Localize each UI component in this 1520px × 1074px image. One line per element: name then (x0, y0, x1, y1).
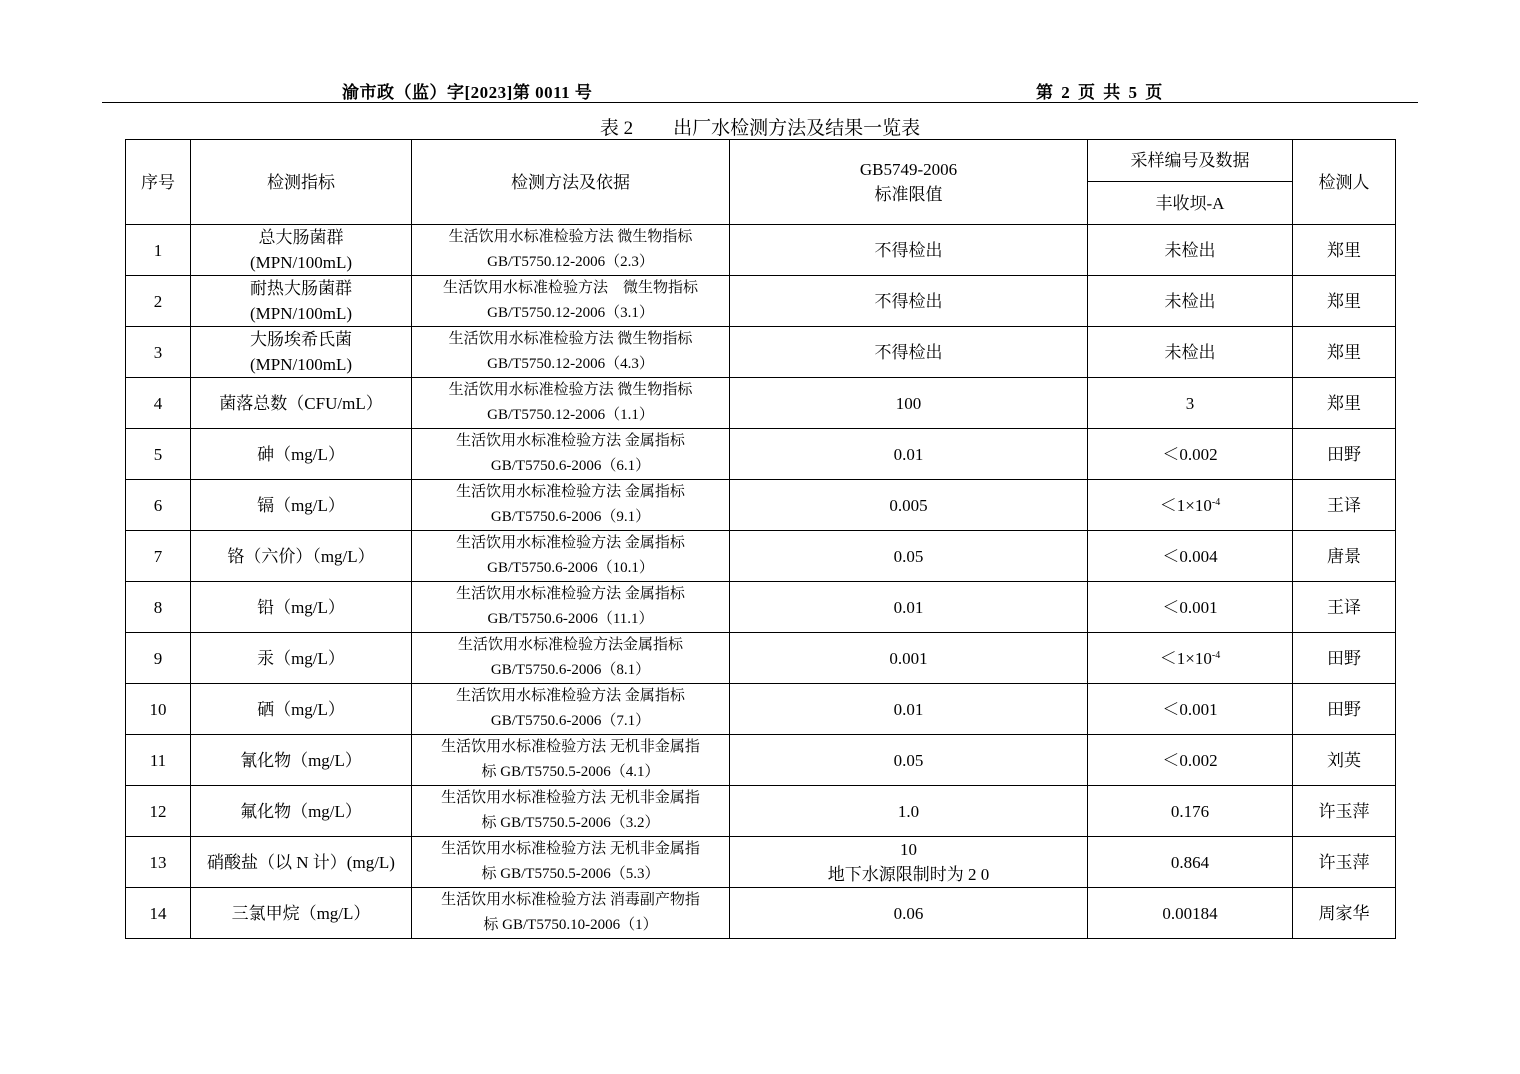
table-row (126, 735, 1396, 786)
row-inspector: 许玉萍 (1293, 837, 1396, 888)
row-limit (730, 480, 1088, 531)
limit-value: 不得检出 (874, 291, 943, 311)
indicator-unit: (MPN/100mL) (250, 355, 352, 374)
row-indicator (191, 888, 412, 939)
result-value: 未检出 (1164, 240, 1216, 260)
method-line1: 生活饮用水标准检验方法 金属指标 (456, 688, 685, 704)
method-line2: GB/T5750.6-2006（11.1） (487, 611, 654, 627)
table-row (126, 276, 1396, 327)
result-value: 0.864 (1170, 852, 1210, 872)
method-line2: GB/T5750.6-2006（9.1） (490, 509, 651, 525)
row-result (1088, 786, 1293, 837)
result-value: ＜1×10 (1159, 495, 1212, 515)
limit-value: 100 (895, 393, 922, 413)
row-indicator (191, 429, 412, 480)
row-result (1088, 633, 1293, 684)
row-inspector: 田野 (1293, 633, 1396, 684)
header-sample-site: 丰收坝-A (1088, 182, 1293, 225)
method-line2: GB/T5750.12-2006（1.1） (487, 407, 654, 423)
row-index: 7 (126, 531, 191, 582)
limit-value: 0.001 (889, 648, 928, 668)
row-limit (730, 276, 1088, 327)
row-limit (730, 378, 1088, 429)
row-method (412, 225, 730, 276)
method-line2: GB/T5750.6-2006（7.1） (490, 713, 651, 729)
header-inspector: 检测人 (1293, 140, 1396, 225)
result-value: ＜0.002 (1162, 750, 1218, 770)
result-exponent: -4 (1211, 649, 1221, 661)
row-limit (730, 837, 1088, 888)
method-line1: 生活饮用水标准检验方法 微生物指标 (448, 382, 693, 398)
indicator-name: 总大肠菌群 (258, 228, 344, 247)
result-value: ＜0.002 (1162, 444, 1218, 464)
row-limit (730, 735, 1088, 786)
row-result (1088, 225, 1293, 276)
limit-value: 1.0 (897, 801, 920, 821)
row-indicator (191, 225, 412, 276)
limit-value: 0.01 (893, 444, 924, 464)
indicator-name: 大肠埃希氏菌 (250, 330, 352, 349)
row-indicator (191, 327, 412, 378)
method-line1: 生活饮用水标准检验方法 微生物指标 (448, 331, 693, 347)
indicator-name: 氰化物（mg/L） (240, 750, 362, 770)
row-indicator (191, 378, 412, 429)
row-result (1088, 480, 1293, 531)
result-value: 3 (1185, 393, 1195, 413)
row-method (412, 684, 730, 735)
row-result (1088, 684, 1293, 735)
indicator-name: 菌落总数（CFU/mL） (219, 393, 383, 413)
limit-value: 0.05 (893, 546, 924, 566)
table-row (126, 225, 1396, 276)
limit-value: 不得检出 (874, 240, 943, 260)
row-index: 8 (126, 582, 191, 633)
row-index: 14 (126, 888, 191, 939)
method-line1: 生活饮用水标准检验方法 金属指标 (456, 586, 685, 602)
table-title-text: 出厂水检测方法及结果一览表 (673, 118, 921, 139)
method-line2: 标 GB/T5750.5-2006（5.3） (481, 866, 660, 882)
table-row (126, 786, 1396, 837)
row-method (412, 327, 730, 378)
table-row (126, 327, 1396, 378)
method-line1: 生活饮用水标准检验方法金属指标 (457, 637, 683, 653)
row-index: 10 (126, 684, 191, 735)
result-exponent: -4 (1211, 496, 1221, 508)
indicator-name: 硝酸盐（以 N 计）(mg/L) (207, 852, 395, 872)
row-method (412, 378, 730, 429)
row-limit (730, 582, 1088, 633)
table-row (126, 888, 1396, 939)
row-result (1088, 735, 1293, 786)
row-index: 6 (126, 480, 191, 531)
row-inspector: 田野 (1293, 429, 1396, 480)
indicator-name: 硒（mg/L） (257, 699, 345, 719)
row-result (1088, 531, 1293, 582)
row-index: 2 (126, 276, 191, 327)
indicator-name: 耐热大肠菌群 (250, 279, 352, 298)
indicator-name: 砷（mg/L） (257, 444, 345, 464)
table-body (126, 140, 1396, 939)
limit-value: 不得检出 (874, 342, 943, 362)
table-row (126, 684, 1396, 735)
limit-note: 地下水源限制时为 2 0 (827, 865, 990, 884)
row-method (412, 582, 730, 633)
row-limit (730, 327, 1088, 378)
header-method: 检测方法及依据 (412, 140, 730, 225)
method-line1: 生活饮用水标准检验方法 金属指标 (456, 433, 685, 449)
method-line2: GB/T5750.12-2006（2.3） (487, 254, 654, 270)
row-result (1088, 582, 1293, 633)
row-method (412, 735, 730, 786)
row-inspector: 郑里 (1293, 276, 1396, 327)
row-result (1088, 276, 1293, 327)
table-title-label: 表 2 (599, 118, 634, 139)
row-index: 3 (126, 327, 191, 378)
header-row-1 (126, 140, 1396, 182)
method-line1: 生活饮用水标准检验方法 无机非金属指 (441, 739, 700, 755)
row-result (1088, 378, 1293, 429)
indicator-unit: (MPN/100mL) (250, 253, 352, 272)
result-value: 0.176 (1170, 801, 1210, 821)
result-value: ＜1×10 (1159, 648, 1212, 668)
row-indicator (191, 633, 412, 684)
row-inspector: 田野 (1293, 684, 1396, 735)
result-value: 0.00184 (1162, 903, 1218, 923)
row-limit (730, 225, 1088, 276)
results-table (125, 139, 1396, 939)
method-line1: 生活饮用水标准检验方法 无机非金属指 (441, 790, 700, 806)
table-row (126, 582, 1396, 633)
row-inspector: 郑里 (1293, 225, 1396, 276)
row-limit (730, 633, 1088, 684)
limit-value: 0.01 (893, 699, 924, 719)
row-method (412, 786, 730, 837)
limit-value: 0.005 (889, 495, 928, 515)
method-line2: GB/T5750.12-2006（3.1） (487, 305, 654, 321)
row-indicator (191, 837, 412, 888)
row-method (412, 633, 730, 684)
header-sample-group: 采样编号及数据 (1088, 140, 1293, 182)
table-row (126, 378, 1396, 429)
row-index: 5 (126, 429, 191, 480)
method-line1: 生活饮用水标准检验方法 微生物指标 (448, 229, 693, 245)
header-limit (730, 140, 1088, 225)
method-line2: GB/T5750.6-2006（10.1） (487, 560, 654, 576)
row-method (412, 888, 730, 939)
result-value: ＜0.001 (1162, 699, 1218, 719)
row-method (412, 837, 730, 888)
header-rule (102, 102, 1418, 103)
row-result (1088, 429, 1293, 480)
method-line2: 标 GB/T5750.10-2006（1） (483, 917, 658, 933)
row-method (412, 429, 730, 480)
row-index: 12 (126, 786, 191, 837)
result-value: ＜0.004 (1162, 546, 1218, 566)
table-row (126, 531, 1396, 582)
page-number: 第 2 页 共 5 页 (1036, 83, 1163, 102)
row-inspector: 郑里 (1293, 327, 1396, 378)
method-line1: 生活饮用水标准检验方法 微生物指标 (442, 280, 698, 296)
method-line2: 标 GB/T5750.5-2006（3.2） (481, 815, 660, 831)
row-inspector: 唐景 (1293, 531, 1396, 582)
table-row (126, 633, 1396, 684)
header-index: 序号 (126, 140, 191, 225)
result-value: 未检出 (1164, 342, 1216, 362)
indicator-name: 铬（六价）（mg/L） (227, 546, 375, 566)
row-index: 9 (126, 633, 191, 684)
method-line1: 生活饮用水标准检验方法 金属指标 (456, 484, 685, 500)
header-limit-line2: 标准限值 (874, 185, 943, 204)
method-line2: GB/T5750.12-2006（4.3） (487, 356, 654, 372)
table-title (0, 113, 1520, 140)
method-line2: GB/T5750.6-2006（8.1） (490, 662, 651, 678)
method-line1: 生活饮用水标准检验方法 无机非金属指 (441, 841, 700, 857)
result-value: 未检出 (1164, 291, 1216, 311)
row-index: 11 (126, 735, 191, 786)
method-line1: 生活饮用水标准检验方法 消毒副产物指 (441, 892, 700, 908)
row-limit (730, 531, 1088, 582)
row-index: 13 (126, 837, 191, 888)
row-limit (730, 786, 1088, 837)
indicator-unit: (MPN/100mL) (250, 304, 352, 323)
row-result (1088, 888, 1293, 939)
method-line1: 生活饮用水标准检验方法 金属指标 (456, 535, 685, 551)
row-result (1088, 837, 1293, 888)
row-inspector: 许玉萍 (1293, 786, 1396, 837)
row-inspector: 刘英 (1293, 735, 1396, 786)
header-indicator: 检测指标 (191, 140, 412, 225)
result-value: ＜0.001 (1162, 597, 1218, 617)
row-inspector: 王译 (1293, 582, 1396, 633)
method-line2: GB/T5750.6-2006（6.1） (490, 458, 651, 474)
table-row (126, 429, 1396, 480)
indicator-name: 氟化物（mg/L） (240, 801, 362, 821)
row-inspector: 王译 (1293, 480, 1396, 531)
row-indicator (191, 786, 412, 837)
row-method (412, 480, 730, 531)
indicator-name: 三氯甲烷（mg/L） (231, 903, 371, 923)
limit-value: 0.01 (893, 597, 924, 617)
row-method (412, 276, 730, 327)
document-number: 渝市政（监）字[2023]第 0011 号 (342, 83, 593, 102)
table-row (126, 837, 1396, 888)
row-indicator (191, 531, 412, 582)
method-line2: 标 GB/T5750.5-2006（4.1） (481, 764, 660, 780)
limit-value: 10 (900, 840, 917, 859)
row-limit (730, 429, 1088, 480)
header-limit-line1: GB5749-2006 (859, 160, 958, 179)
indicator-name: 镉（mg/L） (257, 495, 345, 515)
indicator-name: 铅（mg/L） (257, 597, 345, 617)
table-row (126, 480, 1396, 531)
row-index: 4 (126, 378, 191, 429)
indicator-name: 汞（mg/L） (257, 648, 345, 668)
limit-value: 0.06 (893, 903, 924, 923)
row-limit (730, 888, 1088, 939)
row-indicator (191, 735, 412, 786)
row-index: 1 (126, 225, 191, 276)
limit-value: 0.05 (893, 750, 924, 770)
row-indicator (191, 684, 412, 735)
row-method (412, 531, 730, 582)
row-result (1088, 327, 1293, 378)
row-inspector: 周家华 (1293, 888, 1396, 939)
row-limit (730, 684, 1088, 735)
row-indicator (191, 276, 412, 327)
row-indicator (191, 582, 412, 633)
row-indicator (191, 480, 412, 531)
row-inspector: 郑里 (1293, 378, 1396, 429)
